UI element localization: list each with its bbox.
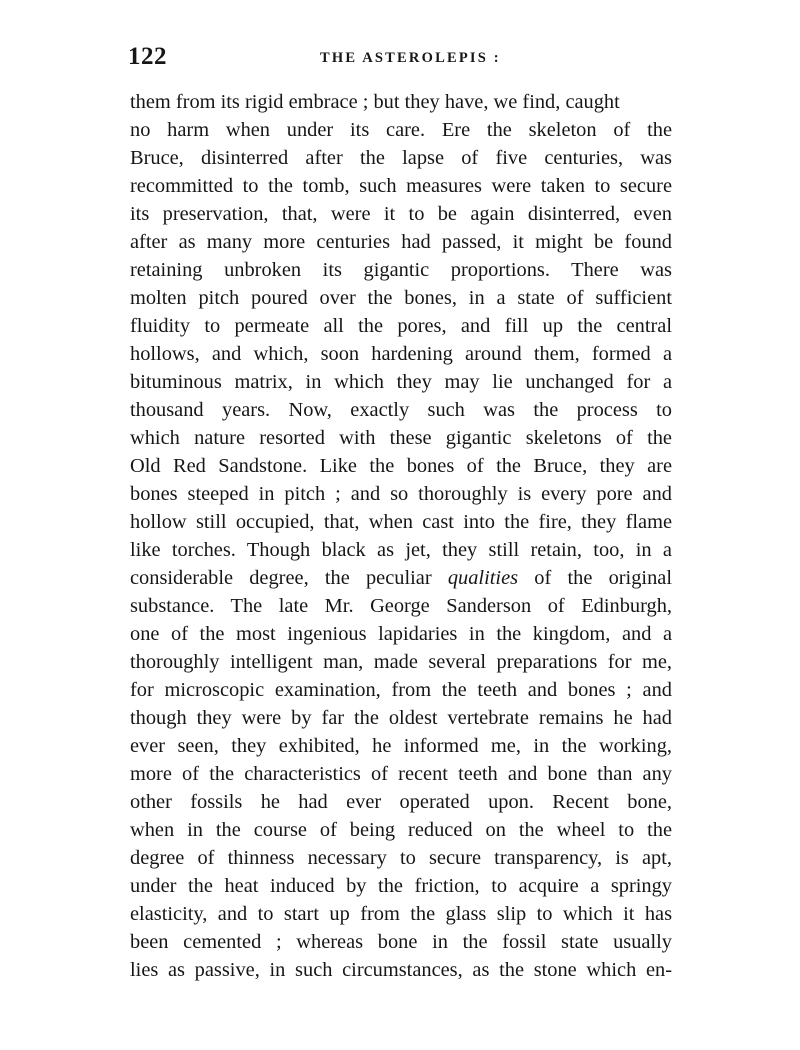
text-line: no harm when under its care. Ere the skeleton of the [130,119,672,141]
text-line: them from its rigid embrace ; but they have, we find, caught [130,91,620,113]
text-segment: of the original [534,567,672,589]
running-title: THE ASTEROLEPIS : [320,50,501,66]
text-line: bones steeped in pitch ; and so thoroughly is every pore and [130,483,672,505]
text-line: hollows, and which, soon hardening around them, formed a [130,343,672,365]
text-line: its preservation, that, were it to be again disinterred, even [130,203,672,225]
text-line: which nature resorted with these gigantic skeletons of the [130,427,672,449]
text-line: degree of thinness necessary to secure transparency, is apt, [130,847,672,869]
text-line: when in the course of being reduced on the wheel to the [130,819,672,841]
text-line: substance. The late Mr. George Sanderson of Edinburgh, [130,595,672,617]
text-line: Bruce, disinterred after the lapse of five centuries, was [130,147,672,169]
text-line: been cemented ; whereas bone in the fossil state usually [130,931,672,953]
text-line: like torches. Though black as jet, they still retain, too, in a [130,539,672,561]
text-line: hollow still occupied, that, when cast into the fire, they flame [130,511,672,533]
text-line: bituminous matrix, in which they may lie unchanged for a [130,371,672,393]
text-line: recommitted to the tomb, such measures were taken to secure [130,175,672,197]
text-line-with-italic [130,564,672,592]
text-line: retaining unbroken its gigantic proportions. There was [130,259,672,281]
text-line: one of the most ingenious lapidaries in the kingdom, and a [130,623,672,645]
text-line: fluidity to permeate all the pores, and fill up the central [130,315,672,337]
text-line: other fossils he had ever operated upon. Recent bone, [130,791,672,813]
text-line: ever seen, they exhibited, he informed me, in the working, [130,735,672,757]
text-line: though they were by far the oldest vertebrate remains he had [130,707,672,729]
text-line: under the heat induced by the friction, to acquire a springy [130,875,672,897]
body-text [130,88,672,984]
italic-word: qualities [447,567,519,589]
text-line: more of the characteristics of recent teeth and bone than any [130,763,672,785]
page-number: 122 [128,43,167,70]
text-line: lies as passive, in such circumstances, as the stone which en- [130,959,672,981]
text-line: after as many more centuries had passed, it might be found [130,231,672,253]
text-line: Old Red Sandstone. Like the bones of the Bruce, they are [130,455,672,477]
text-line: for microscopic examination, from the teeth and bones ; and [130,679,672,701]
text-segment: considerable degree, the peculiar [130,567,432,589]
text-line: molten pitch poured over the bones, in a state of sufficient [130,287,672,309]
running-header [128,43,674,75]
text-line: thousand years. Now, exactly such was the process to [130,399,672,421]
text-line: thoroughly intelligent man, made several preparations for me, [130,651,672,673]
text-line: elasticity, and to start up from the glass slip to which it has [130,903,672,925]
